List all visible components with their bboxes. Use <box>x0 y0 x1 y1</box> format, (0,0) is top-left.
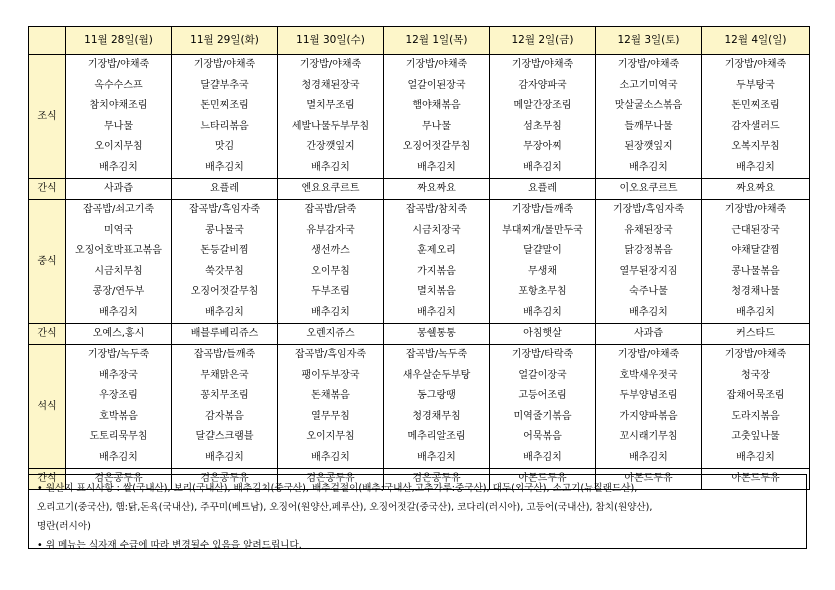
snack-cell: 요플레 <box>172 179 278 200</box>
menu-item: 오복지무침 <box>731 141 780 152</box>
menu-item: 청경채무침 <box>412 410 461 422</box>
menu-item: 배추김치 <box>311 161 350 173</box>
menu-item: 배추김치 <box>417 161 456 173</box>
menu-item: 얼갈이장국 <box>518 369 567 381</box>
menu-item: 메추리알조림 <box>407 431 466 442</box>
day-header: 11월 28일(월) <box>66 27 172 55</box>
menu-item: 배추김치 <box>417 451 456 463</box>
menu-item: 배추김치 <box>205 451 244 463</box>
menu-item: 미역국 <box>104 224 133 236</box>
menu-item: 새우살순두부탕 <box>402 369 471 381</box>
menu-item: 배추김치 <box>736 306 775 318</box>
menu-item: 열무된장지짐 <box>619 265 678 277</box>
dinner-row <box>29 345 810 469</box>
meal-label: 석식 <box>29 345 66 469</box>
menu-item: 잡곡밥/참치죽 <box>405 204 468 215</box>
lunch-cell <box>278 200 384 324</box>
lunch-cell <box>490 200 596 324</box>
breakfast-cell <box>66 55 172 179</box>
menu-item: 도토리묵무침 <box>89 431 148 442</box>
menu-item: 배추김치 <box>523 451 562 463</box>
menu-item: 소고기미역국 <box>619 79 678 91</box>
day-header: 11월 30일(수) <box>278 27 384 55</box>
menu-item: 기장밥/녹두죽 <box>87 349 150 360</box>
snack-cell: 사과즙 <box>66 179 172 200</box>
menu-item: 잡곡밥/들깨죽 <box>193 349 256 360</box>
menu-item: 배추김치 <box>629 306 668 318</box>
breakfast-cell <box>278 55 384 179</box>
breakfast-row <box>29 55 810 179</box>
snack-cell: 검은콩두유 <box>278 469 384 490</box>
menu-item: 두부탕국 <box>736 79 775 91</box>
menu-item: 배추김치 <box>523 306 562 318</box>
menu-item: 열무무침 <box>311 410 350 422</box>
menu-item: 멸치무조림 <box>306 100 355 111</box>
dinner-cell <box>66 345 172 469</box>
day-header: 12월 3일(토) <box>596 27 702 55</box>
menu-item: 동그랑땡 <box>417 390 456 401</box>
menu-item: 감자양파국 <box>518 79 567 91</box>
menu-item: 두부조림 <box>311 286 350 297</box>
origin-notice-line: 오리고기(중국산), 햄:닭,돈육(국내산), 주꾸미(베트남), 오징어(원양산,페루산), 오징어젓갈(중국산), 코다리(러시아), 고등어(국내산), 참치(원양산), <box>37 502 653 513</box>
origin-notice-line: 명란(러시아) <box>37 521 91 532</box>
menu-item: 배추김치 <box>736 451 775 463</box>
menu-item: 부대찌개/물만두국 <box>502 224 583 236</box>
menu-item: 돈민찌조림 <box>731 100 780 111</box>
menu-item: 배추김치 <box>629 451 668 463</box>
menu-item: 잡곡밥/쇠고기죽 <box>83 204 154 215</box>
menu-item: 얼갈이된장국 <box>407 79 466 91</box>
change-notice: • 위 메뉴는 식자재 수급에 따라 변경될수 있음을 알려드립니다. <box>37 540 302 551</box>
menu-item: 오징어호박표고볶음 <box>75 245 162 256</box>
menu-item: 우장조림 <box>99 390 138 401</box>
snack-cell: 검은콩두유 <box>172 469 278 490</box>
menu-item: 오이지무침 <box>94 141 143 152</box>
snack-cell: 커스타드 <box>702 324 810 345</box>
menu-item: 고춧잎나물 <box>731 431 780 442</box>
meal-label: 간식 <box>29 324 66 345</box>
meal-label: 간식 <box>29 179 66 200</box>
snack-cell: 검은콩두유 <box>384 469 490 490</box>
menu-item: 포항초무침 <box>518 286 567 297</box>
dinner-cell <box>172 345 278 469</box>
menu-item: 간장깻잎지 <box>306 141 355 152</box>
meal-label: 중식 <box>29 200 66 324</box>
menu-item: 맛김 <box>214 141 235 152</box>
menu-item: 유부감자국 <box>306 224 355 236</box>
menu-item: 참치야채조림 <box>89 100 148 111</box>
snack-cell: 아몬드두유 <box>596 469 702 490</box>
snack-cell: 검은콩두유 <box>66 469 172 490</box>
menu-item: 콩장/연두부 <box>92 286 145 297</box>
lunch-cell <box>384 200 490 324</box>
menu-item: 배추김치 <box>629 161 668 173</box>
menu-item: 기장밥/야채죽 <box>405 59 468 70</box>
breakfast-cell <box>596 55 702 179</box>
menu-item: 배추김치 <box>205 161 244 173</box>
menu-item: 기장밥/들깨죽 <box>511 204 574 215</box>
snack-cell: 아몬드두유 <box>490 469 596 490</box>
lunch-cell <box>172 200 278 324</box>
menu-item: 감자볶음 <box>205 410 244 422</box>
menu-item: 시금치장국 <box>412 224 461 236</box>
menu-item: 배추김치 <box>417 306 456 318</box>
menu-item: 청국장 <box>741 369 770 381</box>
menu-item: 오징어젓갈무침 <box>402 141 471 152</box>
dinner-cell <box>596 345 702 469</box>
meal-label: 조식 <box>29 55 66 179</box>
snack-cell: 오예스,홍시 <box>66 324 172 345</box>
menu-item: 콩나물볶음 <box>731 265 780 277</box>
menu-item: 어묵볶음 <box>523 431 562 442</box>
lunch-cell <box>596 200 702 324</box>
menu-item: 기장밥/야채죽 <box>724 204 787 215</box>
dinner-cell <box>702 345 810 469</box>
menu-item: 돈민찌조림 <box>200 100 249 111</box>
menu-item: 훈제오리 <box>417 245 456 256</box>
day-header: 11월 29일(화) <box>172 27 278 55</box>
snack-cell: 배블루베리쥬스 <box>172 324 278 345</box>
dinner-cell <box>278 345 384 469</box>
menu-item: 야채달걀찜 <box>731 245 780 256</box>
menu-item: 기장밥/흑임자죽 <box>613 204 684 215</box>
menu-item: 기장밥/야채죽 <box>724 59 787 70</box>
snack-cell: 요플레 <box>490 179 596 200</box>
menu-item: 배추김치 <box>736 161 775 173</box>
menu-item: 도라지볶음 <box>731 410 780 422</box>
day-header: 12월 1일(목) <box>384 27 490 55</box>
menu-item: 배추김치 <box>523 161 562 173</box>
menu-item: 두부양념조림 <box>619 390 678 401</box>
snack-cell: 짜요짜요 <box>384 179 490 200</box>
menu-item: 무생채 <box>528 265 557 277</box>
lunch-cell <box>66 200 172 324</box>
breakfast-cell <box>384 55 490 179</box>
menu-item: 꽁치무조림 <box>200 390 249 401</box>
menu-item: 생선까스 <box>311 245 350 256</box>
snack-cell: 몽쉘통통 <box>384 324 490 345</box>
menu-item: 꼬시래기무침 <box>619 431 678 442</box>
menu-item: 가지양파볶음 <box>619 410 678 422</box>
menu-item: 세발나물두부무침 <box>291 120 370 132</box>
menu-item: 달걀부추국 <box>200 79 249 91</box>
menu-item: 배추김치 <box>205 306 244 318</box>
menu-item: 가지볶음 <box>417 265 456 277</box>
menu-item: 잡곡밥/닭죽 <box>304 204 357 215</box>
lunch-cell <box>702 200 810 324</box>
snack-cell: 사과즙 <box>596 324 702 345</box>
menu-item: 기장밥/타락죽 <box>511 349 574 360</box>
breakfast-cell <box>172 55 278 179</box>
menu-item: 호박볶음 <box>99 410 138 422</box>
menu-item: 숙주나물 <box>629 286 668 297</box>
menu-item: 무나물 <box>422 120 451 132</box>
snack-cell: 엔요요쿠르트 <box>278 179 384 200</box>
menu-item: 섬초무침 <box>523 120 562 132</box>
snack-cell: 오렌지쥬스 <box>278 324 384 345</box>
menu-item: 된장깻잎지 <box>624 141 673 152</box>
menu-item: 시금치무침 <box>94 265 143 277</box>
menu-item: 쑥갓무침 <box>205 265 244 277</box>
menu-item: 배추김치 <box>311 306 350 318</box>
dinner-cell <box>490 345 596 469</box>
weekly-menu-table <box>28 26 810 490</box>
snack-row <box>29 179 810 200</box>
menu-item: 돈등갈비찜 <box>200 245 249 256</box>
menu-item: 잡채어묵조림 <box>726 390 785 401</box>
menu-item: 맛살굴소스볶음 <box>614 100 683 111</box>
menu-item: 돈채볶음 <box>311 390 350 401</box>
menu-item: 오징어젓갈무침 <box>190 286 259 297</box>
menu-item: 고등어조림 <box>518 390 567 401</box>
menu-item: 호박새우젓국 <box>619 369 678 381</box>
menu-item: 미역줄기볶음 <box>513 410 572 422</box>
menu-item: 콩나물국 <box>205 224 244 236</box>
menu-item: 메알간장조림 <box>513 100 572 111</box>
menu-item: 달걀스크램블 <box>195 431 254 442</box>
menu-item: 잡곡밥/흑임자죽 <box>295 349 366 360</box>
menu-item: 기장밥/야채죽 <box>87 59 150 70</box>
menu-item: 기장밥/야채죽 <box>193 59 256 70</box>
menu-item: 오이무침 <box>311 265 350 277</box>
menu-item: 기장밥/야채죽 <box>511 59 574 70</box>
lunch-row <box>29 200 810 324</box>
menu-item: 무채맑은국 <box>200 369 249 381</box>
breakfast-cell <box>490 55 596 179</box>
menu-item: 기장밥/야채죽 <box>617 349 680 360</box>
meal-label: 간식 <box>29 469 66 490</box>
menu-item: 느타리볶음 <box>200 120 249 132</box>
corner-cell <box>29 27 66 55</box>
menu-item: 유채된장국 <box>624 224 673 236</box>
header-row <box>29 27 810 55</box>
menu-item: 멸치볶음 <box>417 286 456 297</box>
menu-item: 기장밥/야채죽 <box>617 59 680 70</box>
menu-item: 잡곡밥/녹두죽 <box>405 349 468 360</box>
menu-item: 무장아찌 <box>523 141 562 152</box>
menu-item: 팽이두부장국 <box>301 369 360 381</box>
snack-cell: 아침햇살 <box>490 324 596 345</box>
menu-item: 햄야채볶음 <box>412 100 461 111</box>
menu-item: 닭강정볶음 <box>624 245 673 256</box>
menu-item: 달걀말이 <box>523 245 562 256</box>
dinner-cell <box>384 345 490 469</box>
day-header: 12월 4일(일) <box>702 27 810 55</box>
menu-item: 오이지무침 <box>306 431 355 442</box>
menu-item: 무나물 <box>104 120 133 132</box>
snack-cell: 짜요짜요 <box>702 179 810 200</box>
menu-item: 근대된장국 <box>731 224 780 236</box>
breakfast-cell <box>702 55 810 179</box>
menu-item: 청경채나물 <box>731 286 780 297</box>
menu-item: 배추김치 <box>311 451 350 463</box>
snack-cell: 이오요쿠르트 <box>596 179 702 200</box>
menu-item: 기장밥/야채죽 <box>299 59 362 70</box>
origin-notice-line: • 원산지 표시사항 : 쌀(국내산), 보리(국내산), 배추김치(중국산), 배추겉절이(배추:국내산,고추가루:중국산), 대두(외국산), 소고기(뉴질랜드산), <box>37 483 638 494</box>
menu-item: 배추김치 <box>99 161 138 173</box>
snack-cell: 아몬드두유 <box>702 469 810 490</box>
menu-item: 기장밥/야채죽 <box>724 349 787 360</box>
menu-item: 배추김치 <box>99 306 138 318</box>
notes-box <box>28 474 807 549</box>
menu-item: 배추김치 <box>99 451 138 463</box>
day-header: 12월 2일(금) <box>490 27 596 55</box>
menu-item: 청경채된장국 <box>301 79 360 91</box>
snack-row <box>29 324 810 345</box>
menu-item: 감자샐러드 <box>731 120 780 132</box>
menu-item: 잡곡밥/흑임자죽 <box>189 204 260 215</box>
menu-item: 옥수수스프 <box>94 79 143 91</box>
menu-item: 배추장국 <box>99 369 138 381</box>
menu-item: 들깨무나물 <box>624 120 673 132</box>
